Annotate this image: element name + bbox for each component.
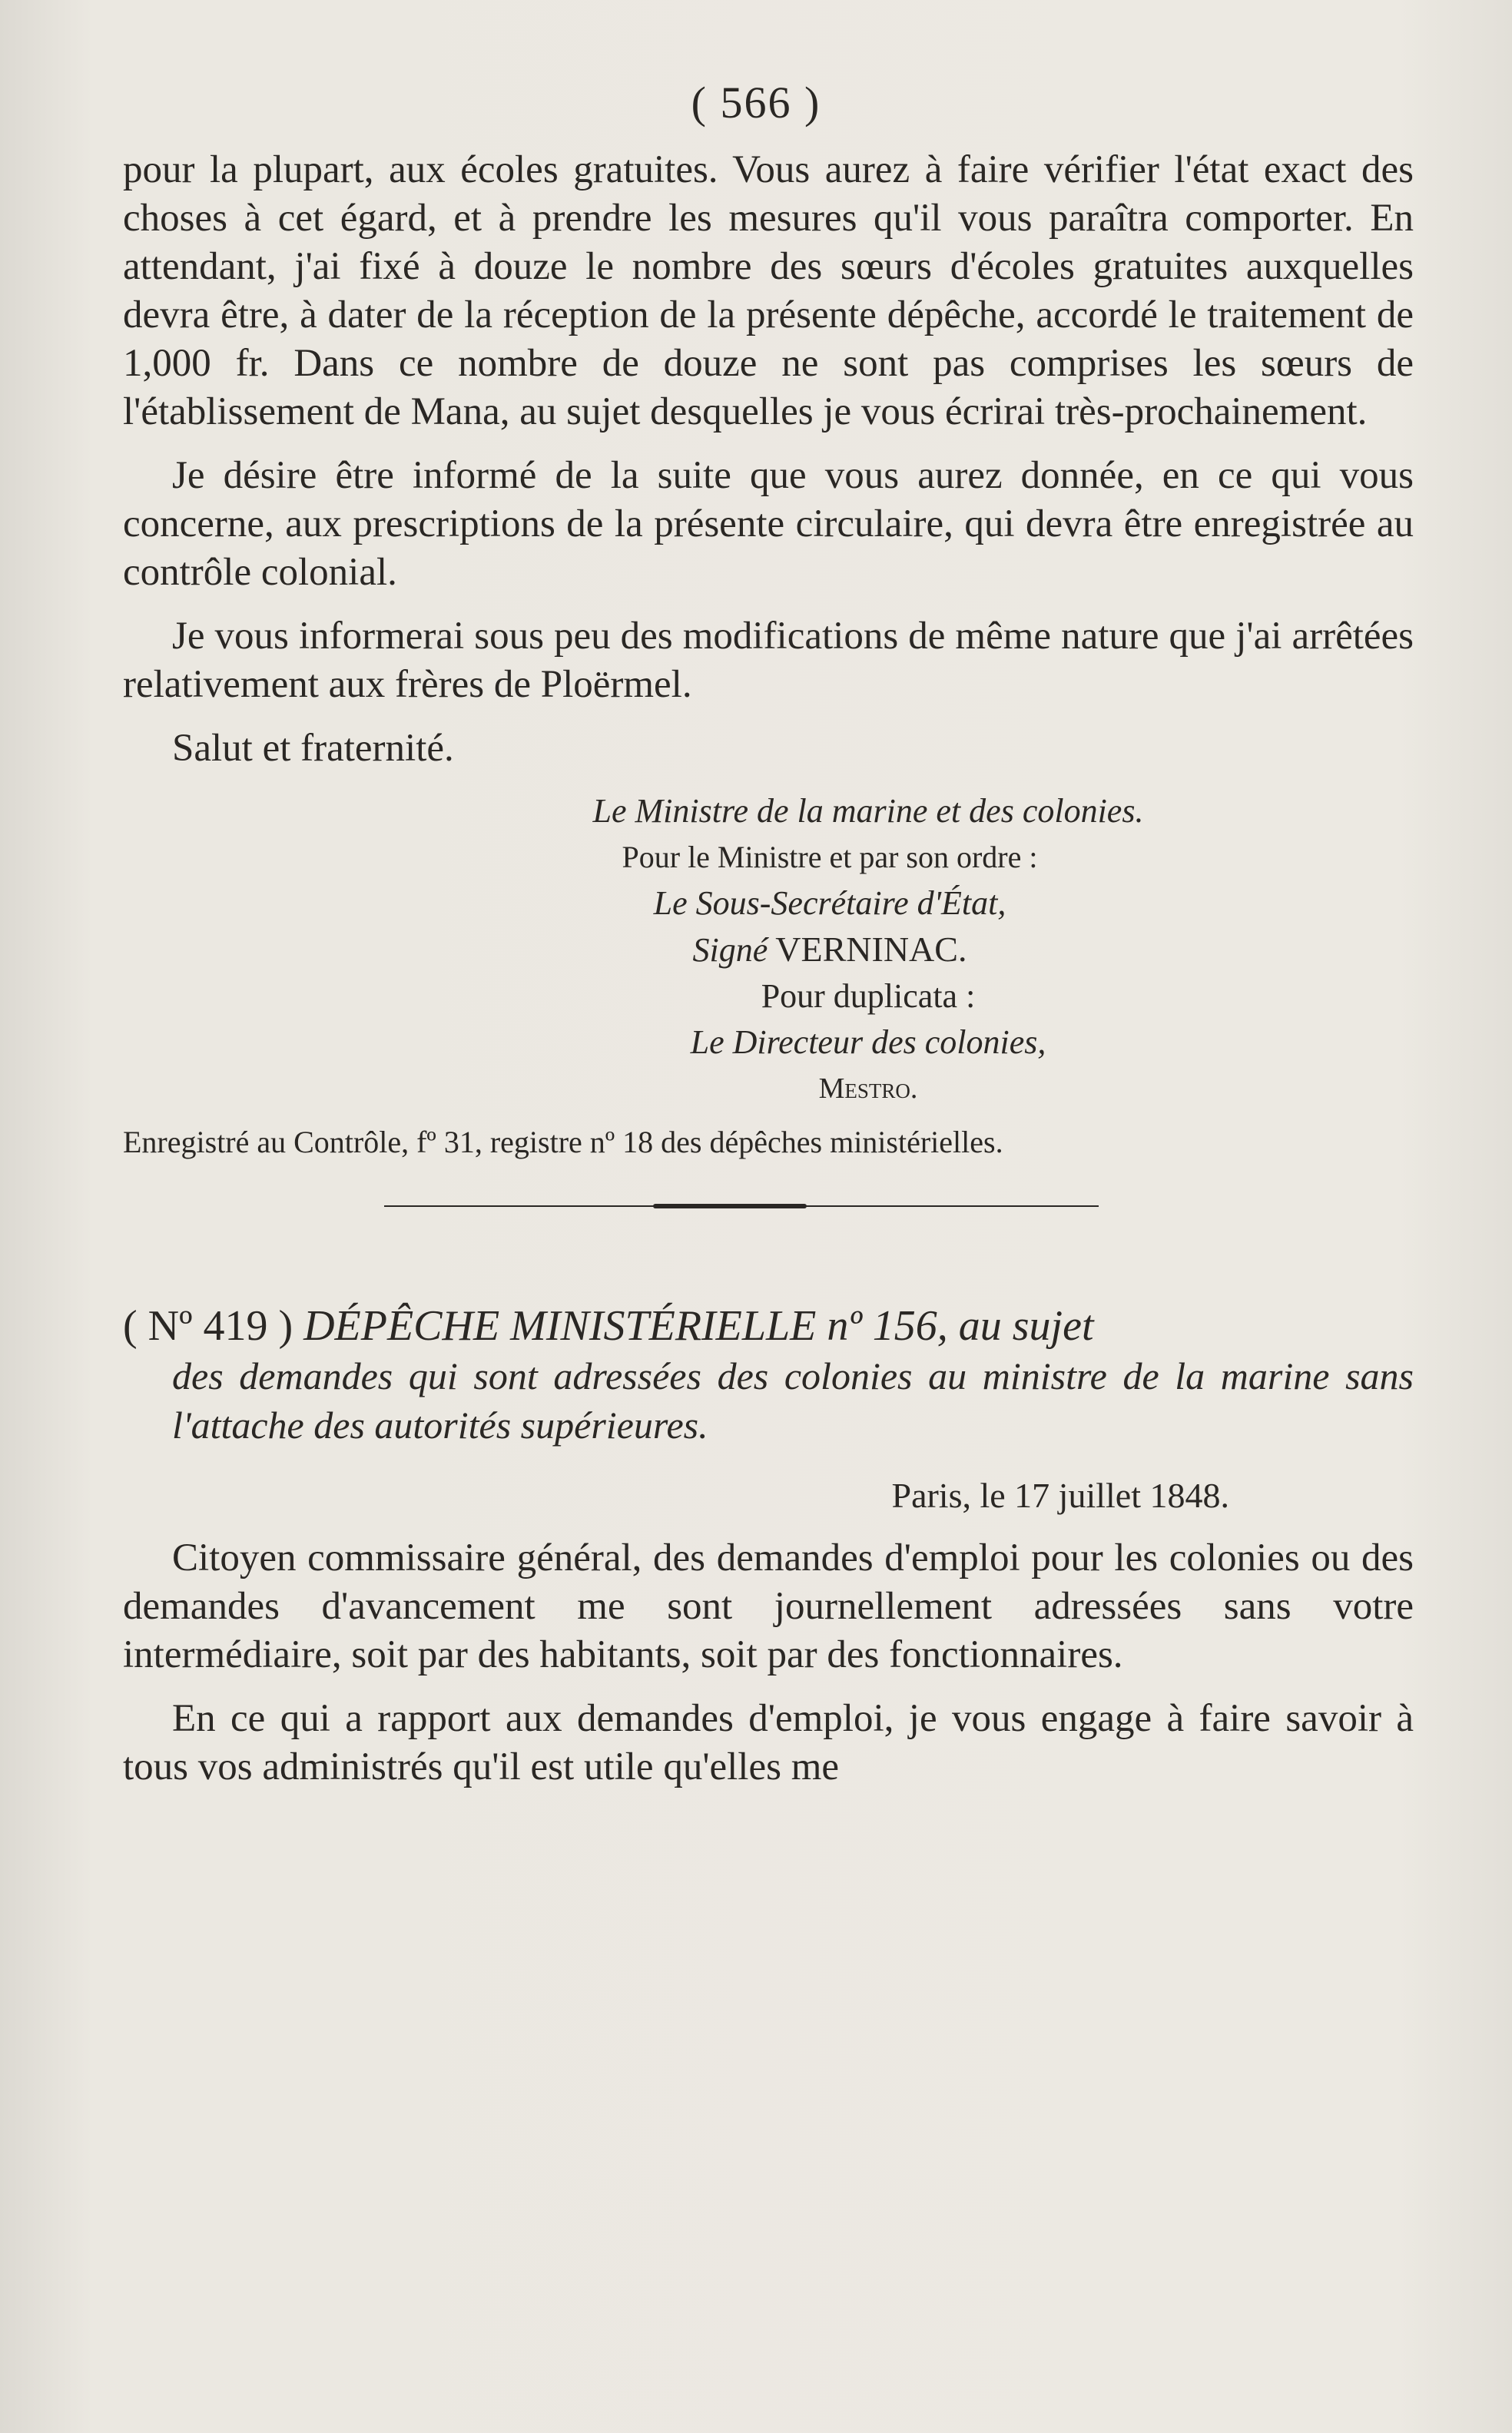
page-number: ( 566 ) — [691, 78, 821, 128]
paragraph-ploermel: Je vous informerai sous peu des modifications de même nature que j'ai arrêtées relativement aux frères de Ploërmel. — [123, 615, 1414, 706]
dispatch-dateline: Paris, le 17 juillet 1848. — [891, 1476, 1229, 1515]
section-divider — [384, 1204, 1099, 1208]
paragraph-continuation: pour la plupart, aux écoles gratuites. Vous aurez à faire vérifier l'état exact des choses à cet égard, et à prendre les mesures qu'il vous paraîtra comporter. En attendant, j'ai fixé à douze le nombre des sœurs d'écoles gratuites auxquelles devra être, à dater de la réception de la présente dépêche, accordé le traitement de 1,000 fr. Dans ce nombre de douze ne sont pas comprises les sœurs de l'établissement de Mana, au sujet desquelles je vous écrirai très-prochainement. — [123, 148, 1414, 433]
paragraph-request-info: Je désire être informé de la suite que vous aurez donnée, en ce qui vous concerne, aux prescriptions de la présente circulaire, qui devra être enregistrée au contrôle colonial. — [123, 454, 1414, 594]
signature-secretary: Le Sous-Secrétaire d'État, — [653, 884, 1006, 922]
registry-note: Enregistré au Contrôle, fº 31, registre nº 18 des dépêches ministérielles. — [123, 1125, 1003, 1159]
main-text — [123, 146, 1414, 1792]
signature-director: Le Directeur des colonies, — [690, 1023, 1046, 1061]
closing-salutation: Salut et fraternité. — [172, 727, 454, 770]
signature-minister: Le Ministre de la marine et des colonies. — [592, 792, 1144, 830]
dispatch-paragraph-2: En ce qui a rapport aux demandes d'emploi, je vous engage à faire savoir à tous vos administrés qu'il est utile qu'elles me — [123, 1697, 1414, 1788]
dispatch-number: ( Nº 419 ) — [123, 1302, 293, 1350]
dispatch-heading — [123, 1301, 1414, 1450]
signature-duplicate: Pour duplicata : — [761, 977, 976, 1015]
dispatch-title: DÉPÊCHE MINISTÉRIELLE nº 156, au sujet — [303, 1302, 1094, 1350]
dispatch-paragraph-1: Citoyen commissaire général, des demandes d'emploi pour les colonies ou des demandes d'avancement me sont journellement adressées sans votre intermédiaire, soit par des habitants, soit par des fonctionnaires. — [123, 1536, 1414, 1676]
signature-order: Pour le Ministre et par son ordre : — [622, 840, 1038, 874]
signature-signed: Signé VERNINAC. — [692, 930, 967, 969]
signer-name: VERNINAC. — [775, 930, 967, 969]
dispatch-subtitle: des demandes qui sont adressées des colonies au ministre de la marine sans l'attache des autorités supérieures. — [172, 1354, 1414, 1447]
director-name: Mestro. — [818, 1072, 918, 1105]
